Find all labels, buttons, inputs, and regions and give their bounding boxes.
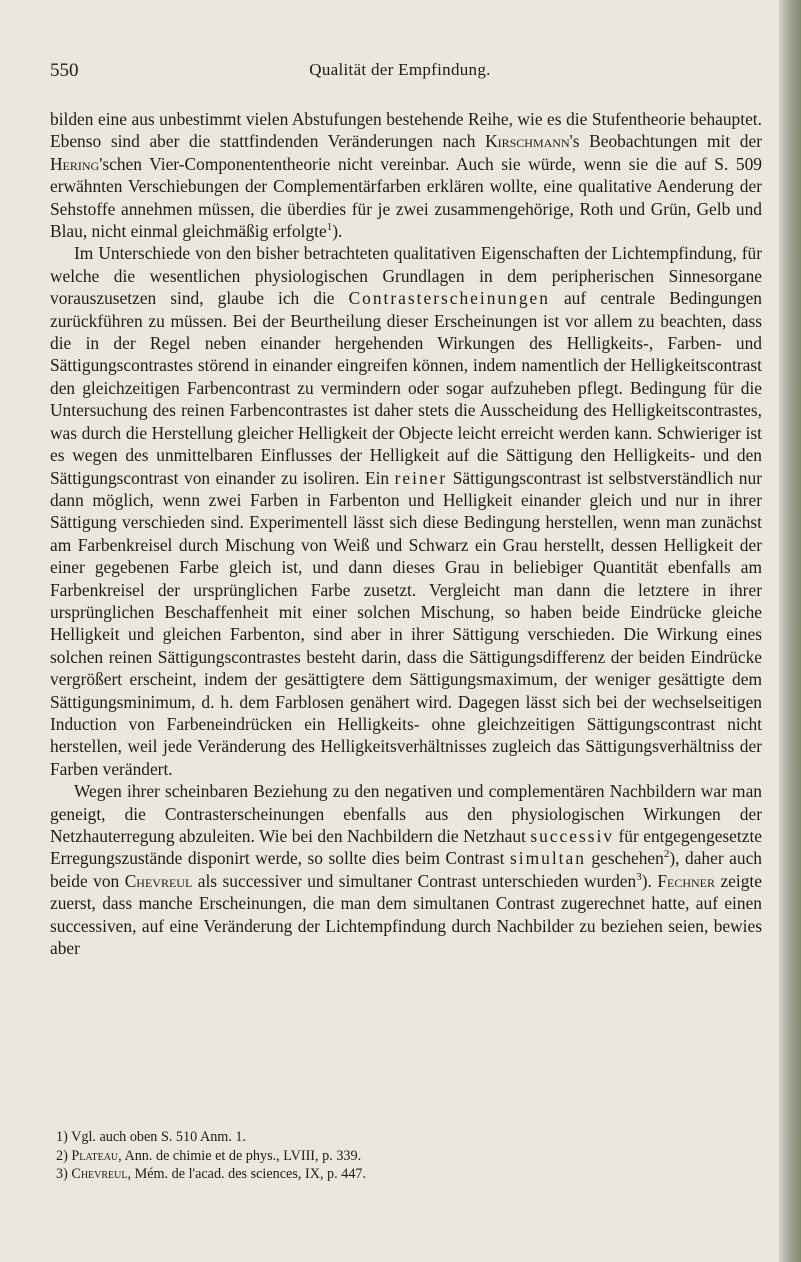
footnote-ref: 2 (663, 848, 670, 861)
text-run: Wegen ihrer scheinbaren Beziehung zu den negativen und complementären Nachbildern war man geneigt, die Contrasterscheinungen ebenfalls aus den physiologischen Wirkungen der Netzhauterregung abzuleiten. Wie bei den Nachbildern die Netzhaut (50, 781, 762, 846)
author-name: Chevreul (71, 1166, 128, 1182)
text-run: ). (332, 221, 343, 242)
text-run: Vgl. auch oben S. 510 Anm. 1. (71, 1129, 247, 1145)
page-edge-shadow (779, 0, 801, 1262)
text-run: Sättigungscontrast ist selbstverständlich nur dann möglich, wenn zwei Farben in Farbenton und Helligkeit einander gleich und nur in ihrer Sättigung verschieden sind. Experimentell lässt sich diese Bedingung herstellen, wenn man zunächst am Farbenkreisel durch Mischung von Weiß und Schwarz ein Grau herstellt, dessen Helligkeit der einer gegebenen Farbe gleich ist, und dann dieses Grau in beliebiger Quantität ebenfalls am Farbenkreisel der ursprünglichen Farbe zusetzt. Vergleicht man dann die letztere in ihrer ursprünglichen Beschaffenheit mit einer solchen Mischung, so haben beide Eindrücke gleiche Helligkeit und gleichen Farbenton, sind aber in ihrer Sättigung verschieden. Die Wirkung eines solchen reinen Sättigungscontrastes besteht darin, dass die Sättigungsdifferenz der beiden Eindrücke vergrößert erscheint, indem der gesättigtere dem Sättigungsmaximum, der weniger gesättigte dem Sättigungsminimum, d. h. dem Farblosen genähert wird. Dagegen lässt sich bei der wechselseitigen Induction von Farbeneindrücken ein Helligkeits- ohne gleichzeitigen Sättigungscontrast nicht herstellen, weil jede Veränderung des Helligkeitsverhältnisses zugleich das Sättigungsverhältniss der Farben verändert. (50, 467, 762, 779)
author-name: Chevreul (124, 870, 193, 891)
paragraph (50, 108, 762, 242)
author-name: Hering (50, 153, 100, 174)
author-name: Fechner (657, 870, 715, 891)
text-run: zeigte zuerst, dass manche Erscheinungen, die man dem simultanen Contrast zugerechnet hatte, auf einen successiven, auf eine Veränderung der Lichtempfindung durch Nachbilder zu beziehen seien, bewies aber (50, 870, 762, 959)
text-run: für entgegengesetzte Erregungszustände disponirt werde, so sollte dies beim Contrast (50, 826, 763, 869)
emphasized-term: reiner (394, 467, 448, 488)
footnote-number: 1) (56, 1129, 72, 1145)
text-run: 's Beobachtungen mit der (569, 131, 762, 152)
emphasized-term: successiv (530, 826, 615, 846)
text-run: ), daher auch beide von (50, 848, 762, 891)
footnote-number: 3) (56, 1166, 72, 1182)
author-name: Kirschmann (485, 131, 570, 152)
footnote-number: 2) (56, 1147, 72, 1164)
footnotes (56, 1128, 756, 1184)
author-name: Plateau (71, 1147, 119, 1164)
text-run: ). (641, 870, 658, 891)
emphasized-term: Contrasterscheinungen (348, 288, 550, 309)
running-head: Qualität der Empfindung. (309, 60, 491, 79)
text-run: 'schen Vier-Componententheorie nicht vereinbar. Auch sie würde, wenn sie die auf S. 509 erwähnten Verschiebungen der Complementärfarben erklären wollte, eine qualitative Aenderung der Sehstoffe annehmen müssen, die überdies für je zwei zusammengehörige, Roth und Grün, Gelb und Blau, nicht einmal gleichmäßig erfolgte (50, 153, 762, 242)
footnote-ref: 1 (326, 221, 333, 234)
body-text (50, 108, 762, 959)
text-run: Im Unterschiede von den bisher betrachteten qualitativen Eigenschaften der Lichtempfindung, für welche die wesentlichen physiologischen Grundlagen in dem peripherischen Sinnesorgane vorauszusetzen sind, glaube ich die (50, 243, 762, 309)
text-run: geschehen (585, 848, 664, 869)
footnote-ref: 3 (636, 871, 642, 884)
page-number: 550 (50, 60, 79, 81)
text-run: , Mém. de l'acad. des sciences, IX, p. 447. (127, 1166, 367, 1182)
page-header (50, 60, 750, 90)
paragraph (50, 242, 762, 780)
text-run: , Ann. de chimie et de phys., LVIII, p. 339. (118, 1147, 362, 1164)
text-run: auf centrale Bedingungen zurückführen zu müssen. Bei der Beurtheilung dieser Erscheinungen ist vor allem zu beachten, dass die in der Regel neben einander hergehenden Wirkungen des Helligkeits-, Farben- und Sättigungscontrastes störend in einander eingreifen können, indem namentlich der Helligkeitscontrast den gleichzeitigen Farbencontrast zu vermindern oder sogar aufzuheben pflegt. Bedingung für die Untersuchung des reinen Farbencontrastes ist daher stets die Ausscheidung des Helligkeitscontrastes, was durch die Herstellung gleicher Helligkeit der Objecte leicht erreicht werden kann. Schwieriger ist es wegen des unmittelbaren Einflusses der Helligkeit auf die Sättigung den Helligkeits- und den Sättigungscontrast von einander zu isoliren. Ein (50, 288, 762, 488)
footnote (56, 1128, 756, 1147)
paragraph (50, 780, 762, 959)
text-run: als successiver und simultaner Contrast unterschieden wurden (192, 870, 637, 891)
text-run: bilden eine aus unbestimmt vielen Abstufungen bestehende Reihe, wie es die Stufentheorie behauptet. Ebenso sind aber die stattfindenden Veränderungen nach (50, 109, 762, 152)
footnote (56, 1147, 756, 1166)
emphasized-term: simultan (510, 848, 586, 869)
footnote (56, 1165, 756, 1184)
